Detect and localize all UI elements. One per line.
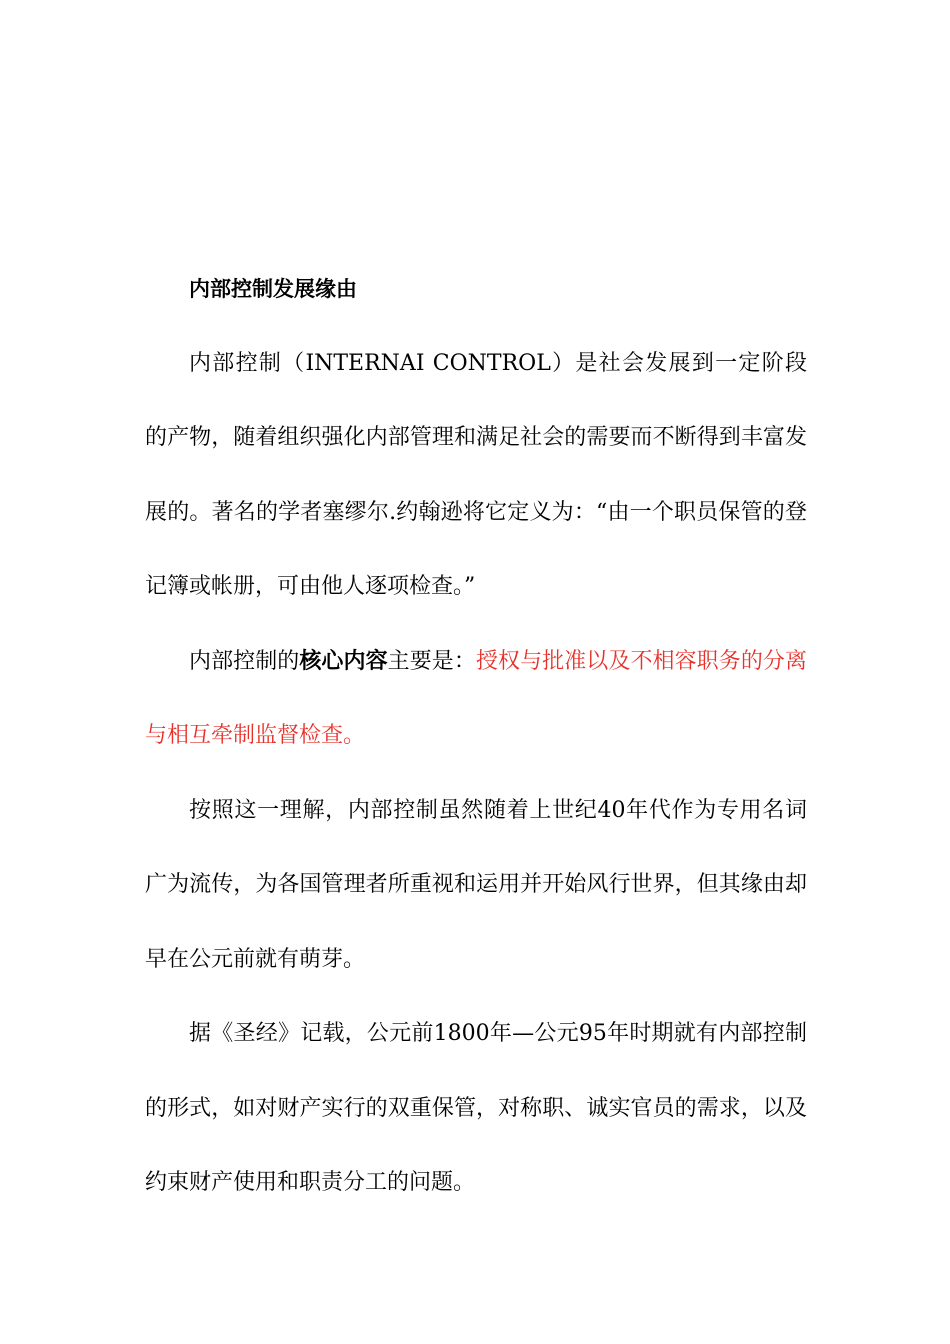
core-red-highlight: 授权与批准以及不相容职务的分离与相互牵制监督检查。 (145, 648, 807, 748)
document-title: 内部控制发展缘由 (189, 277, 357, 301)
core-prefix: 内部控制的 (189, 648, 300, 674)
paragraph-bible: 据《圣经》记载，公元前1800年—公元95年时期就有内部控制的形式，如对财产实行的双重保管，对称职、诚实官员的需求，以及约束财产使用和职责分工的问题。 (145, 1021, 807, 1195)
paragraph-core-content (145, 625, 807, 774)
core-middle: 主要是： (387, 648, 476, 674)
paragraph-definition: 内部控制（INTERNAI CONTROL）是社会发展到一定阶段的产物，随着组织强化内部管理和满足社会的需要而不断得到丰富发展的。著名的学者塞缪尔.约翰逊将它定义为：“由一个职员保管的登记簿或帐册，可由他人逐项检查。” (145, 350, 807, 599)
document-body (145, 252, 807, 1221)
paragraph-history: 按照这一理解，内部控制虽然随着上世纪40年代作为专用名词广为流传，为各国管理者所重视和运用并开始风行世界，但其缘由却早在公元前就有萌芽。 (145, 797, 807, 972)
core-bold-term: 核心内容 (299, 648, 388, 674)
